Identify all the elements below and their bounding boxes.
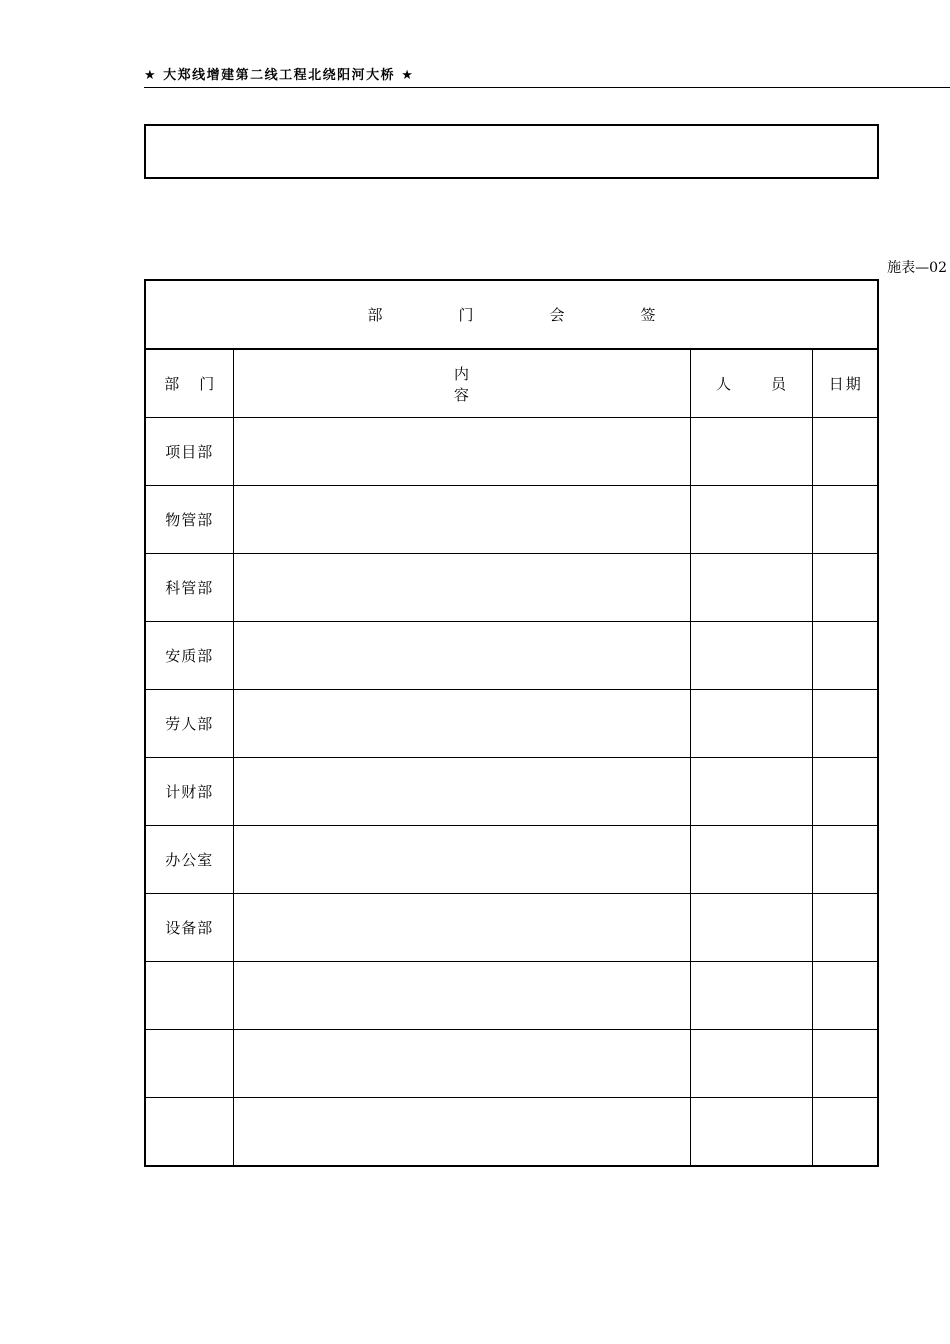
content-cell[interactable] bbox=[233, 894, 690, 962]
header-char: 部 bbox=[164, 375, 180, 393]
table-row bbox=[145, 1030, 878, 1098]
header-char: 期 bbox=[845, 375, 861, 393]
person-cell[interactable] bbox=[690, 486, 812, 554]
content-cell[interactable] bbox=[233, 1030, 690, 1098]
dept-cell: 安质部 bbox=[145, 622, 233, 690]
dept-cell bbox=[145, 1098, 233, 1167]
table-row bbox=[145, 554, 878, 622]
date-cell[interactable] bbox=[812, 486, 878, 554]
person-cell[interactable] bbox=[690, 894, 812, 962]
page-header bbox=[144, 66, 950, 88]
title-char: 签 bbox=[640, 306, 656, 324]
table-row bbox=[145, 486, 878, 554]
form-code: 施表—02 bbox=[887, 260, 947, 276]
table-title-row bbox=[145, 280, 878, 349]
header-char: 人 bbox=[715, 375, 731, 393]
title-char: 门 bbox=[458, 306, 474, 324]
table-row bbox=[145, 826, 878, 894]
dept-cell: 设备部 bbox=[145, 894, 233, 962]
person-cell[interactable] bbox=[690, 554, 812, 622]
header-title: ★ 大郑线增建第二线工程北绕阳河大桥 ★ bbox=[144, 68, 415, 83]
header-char: 员 bbox=[771, 375, 787, 393]
column-header-date bbox=[812, 349, 878, 418]
person-cell[interactable] bbox=[690, 758, 812, 826]
date-cell[interactable] bbox=[812, 826, 878, 894]
content-cell[interactable] bbox=[233, 690, 690, 758]
header-char: 容 bbox=[453, 385, 469, 404]
date-cell[interactable] bbox=[812, 418, 878, 486]
table-title-text bbox=[329, 306, 693, 324]
dept-cell bbox=[145, 1030, 233, 1098]
person-cell[interactable] bbox=[690, 690, 812, 758]
table-row bbox=[145, 622, 878, 690]
content-cell[interactable] bbox=[233, 758, 690, 826]
date-cell[interactable] bbox=[812, 554, 878, 622]
header-char: 门 bbox=[199, 375, 215, 393]
title-char: 部 bbox=[367, 306, 383, 324]
person-cell[interactable] bbox=[690, 622, 812, 690]
date-cell[interactable] bbox=[812, 622, 878, 690]
person-cell[interactable] bbox=[690, 418, 812, 486]
title-box bbox=[144, 124, 879, 179]
person-cell[interactable] bbox=[690, 962, 812, 1030]
title-char: 会 bbox=[549, 306, 565, 324]
table-title bbox=[145, 280, 878, 349]
date-cell[interactable] bbox=[812, 962, 878, 1030]
content-cell[interactable] bbox=[233, 486, 690, 554]
content-cell[interactable] bbox=[233, 622, 690, 690]
table-row bbox=[145, 894, 878, 962]
column-header-row bbox=[145, 349, 878, 418]
date-cell[interactable] bbox=[812, 1030, 878, 1098]
person-cell[interactable] bbox=[690, 826, 812, 894]
table-row bbox=[145, 690, 878, 758]
column-header-content bbox=[233, 349, 690, 418]
date-cell[interactable] bbox=[812, 758, 878, 826]
table-row bbox=[145, 962, 878, 1030]
date-cell[interactable] bbox=[812, 894, 878, 962]
content-cell[interactable] bbox=[233, 418, 690, 486]
dept-cell: 物管部 bbox=[145, 486, 233, 554]
person-cell[interactable] bbox=[690, 1098, 812, 1167]
content-cell[interactable] bbox=[233, 1098, 690, 1167]
table-row bbox=[145, 418, 878, 486]
content-cell[interactable] bbox=[233, 962, 690, 1030]
table-row bbox=[145, 758, 878, 826]
dept-cell: 计财部 bbox=[145, 758, 233, 826]
dept-cell: 劳人部 bbox=[145, 690, 233, 758]
date-cell[interactable] bbox=[812, 690, 878, 758]
column-header-dept bbox=[145, 349, 233, 418]
dept-cell: 科管部 bbox=[145, 554, 233, 622]
dept-cell: 项目部 bbox=[145, 418, 233, 486]
content-cell[interactable] bbox=[233, 554, 690, 622]
dept-cell bbox=[145, 962, 233, 1030]
content-cell[interactable] bbox=[233, 826, 690, 894]
date-cell[interactable] bbox=[812, 1098, 878, 1167]
table-row bbox=[145, 1098, 878, 1167]
header-char: 内 bbox=[453, 364, 469, 383]
dept-cell: 办公室 bbox=[145, 826, 233, 894]
person-cell[interactable] bbox=[690, 1030, 812, 1098]
header-char: 日 bbox=[828, 375, 844, 393]
department-sign-off-table bbox=[144, 279, 879, 1167]
column-header-person bbox=[690, 349, 812, 418]
